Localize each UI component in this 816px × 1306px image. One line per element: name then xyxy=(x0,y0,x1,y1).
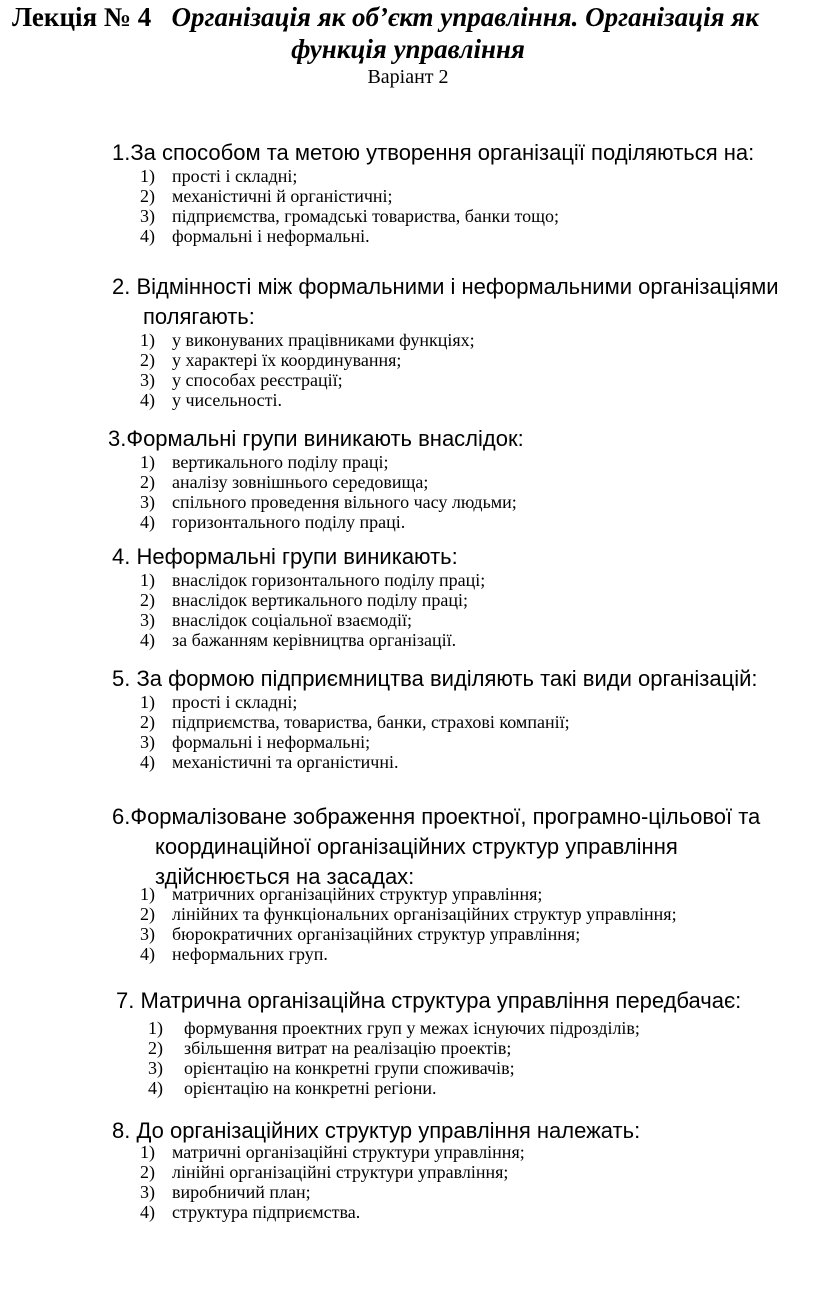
answer-option xyxy=(140,492,517,512)
option-number: 1) xyxy=(140,692,155,712)
option-number: 1) xyxy=(148,1018,163,1038)
option-number: 1) xyxy=(140,166,155,186)
answer-option xyxy=(140,1162,508,1182)
answer-option xyxy=(140,590,468,610)
answer-option xyxy=(140,390,282,410)
option-text: внаслідок вертикального поділу праці; xyxy=(172,590,469,610)
question-text: 2. Відмінності між формальними і неформальними організаціями xyxy=(112,274,779,299)
answer-option xyxy=(140,330,475,350)
option-text: аналізу зовнішнього середовища; xyxy=(172,472,429,492)
question-text: 1.За способом та метою утворення організації поділяються на: xyxy=(112,140,755,165)
lecture-title xyxy=(12,2,759,33)
option-text: у характері їх координування; xyxy=(172,350,402,370)
option-number: 2) xyxy=(148,1038,163,1058)
option-text: у виконуваних працівниками функціях; xyxy=(172,330,475,350)
question-text: координаційної організаційних структур управління xyxy=(155,834,678,859)
answer-option xyxy=(140,1142,525,1162)
option-text: лінійних та функціональних організаційних структур управління; xyxy=(172,904,677,924)
question-text: 7. Матрична організаційна структура управління передбачає: xyxy=(116,988,742,1013)
answer-option xyxy=(140,166,297,186)
option-number: 2) xyxy=(140,472,155,492)
question-text: здійснюється на засадах: xyxy=(155,864,415,889)
option-number: 1) xyxy=(140,330,155,350)
question-text: 3.Формальні групи виникають внаслідок: xyxy=(108,426,524,451)
answer-option xyxy=(148,1058,515,1078)
variant-label: Варіант 2 xyxy=(367,66,449,88)
option-text: прості і складні; xyxy=(172,692,298,712)
option-number: 3) xyxy=(140,610,155,630)
option-number: 3) xyxy=(140,924,155,944)
option-number: 2) xyxy=(140,590,155,610)
question-text: полягають: xyxy=(143,304,255,329)
option-number: 2) xyxy=(140,712,155,732)
option-text: за бажанням керівництва організації. xyxy=(172,630,457,650)
answer-option xyxy=(148,1038,511,1058)
option-text: механістичні й органістичні; xyxy=(172,186,393,206)
option-text: механістичні та органістичні. xyxy=(172,752,399,772)
option-number: 4) xyxy=(140,226,155,246)
answer-option xyxy=(140,904,677,924)
option-number: 4) xyxy=(140,752,155,772)
option-text: у чисельності. xyxy=(172,390,283,410)
answer-option xyxy=(140,472,428,492)
question-text: 5. За формою підприємництва виділяють такі види організацій: xyxy=(112,666,758,691)
answer-option xyxy=(140,712,570,732)
option-number: 3) xyxy=(140,370,155,390)
answer-option xyxy=(140,924,580,944)
lecture-topic-line1: Організація як об’єкт управління. Організація як xyxy=(171,2,759,32)
answer-option xyxy=(140,884,542,904)
option-text: формування проектних груп у межах існуючих підрозділів; xyxy=(184,1018,640,1038)
question-text: 6.Формалізоване зображення проектної, програмно-цільової та xyxy=(112,804,761,829)
option-text: структура підприємства. xyxy=(172,1202,361,1222)
option-number: 4) xyxy=(140,1202,155,1222)
answer-option xyxy=(140,944,328,964)
option-text: внаслідок соціальної взаємодії; xyxy=(172,610,412,630)
answer-option xyxy=(140,206,559,226)
answer-option xyxy=(140,752,398,772)
answer-option xyxy=(140,570,485,590)
lecture-number: Лекція № 4 xyxy=(12,2,152,32)
option-text: формальні і неформальні. xyxy=(172,226,370,246)
answer-option xyxy=(148,1078,436,1098)
option-text: формальні і неформальні; xyxy=(172,732,371,752)
option-number: 4) xyxy=(140,512,155,532)
answer-option xyxy=(140,692,297,712)
option-text: вертикального поділу праці; xyxy=(172,452,389,472)
answer-option xyxy=(140,610,412,630)
question-text: 8. До організаційних структур управління належать: xyxy=(112,1118,641,1143)
answer-option xyxy=(148,1018,640,1038)
option-number: 3) xyxy=(140,492,155,512)
option-text: прості і складні; xyxy=(172,166,298,186)
option-text: горизонтального поділу праці. xyxy=(172,512,406,532)
option-number: 2) xyxy=(140,350,155,370)
option-number: 1) xyxy=(140,884,155,904)
option-text: матричні організаційні структури управління; xyxy=(172,1142,525,1162)
question-text: 4. Неформальні групи виникають: xyxy=(112,544,458,569)
answer-option xyxy=(140,512,405,532)
option-text: у способах реєстрації; xyxy=(172,370,343,390)
answer-option xyxy=(140,1202,360,1222)
option-number: 2) xyxy=(140,186,155,206)
option-number: 4) xyxy=(140,390,155,410)
option-text: підприємства, товариства, банки, страхові компанії; xyxy=(172,712,570,732)
answer-option xyxy=(140,630,456,650)
option-text: внаслідок горизонтального поділу праці; xyxy=(172,570,486,590)
option-text: збільшення витрат на реалізацію проектів; xyxy=(184,1038,512,1058)
lecture-topic-line2: функція управління xyxy=(291,34,525,64)
answer-option xyxy=(140,226,370,246)
option-number: 3) xyxy=(140,732,155,752)
option-text: бюрократичних організаційних структур управління; xyxy=(172,924,581,944)
option-number: 1) xyxy=(140,1142,155,1162)
option-number: 2) xyxy=(140,904,155,924)
answer-option xyxy=(140,350,401,370)
answer-option xyxy=(140,1182,311,1202)
option-number: 1) xyxy=(140,570,155,590)
option-text: лінійні організаційні структури управління; xyxy=(172,1162,509,1182)
option-text: виробничий план; xyxy=(172,1182,311,1202)
answer-option xyxy=(140,370,343,390)
option-number: 4) xyxy=(140,630,155,650)
answer-option xyxy=(140,452,389,472)
answer-option xyxy=(140,732,370,752)
option-number: 3) xyxy=(148,1058,163,1078)
option-text: неформальних груп. xyxy=(172,944,328,964)
option-text: орієнтацію на конкретні групи споживачів; xyxy=(184,1058,515,1078)
option-text: спільного проведення вільного часу людьми; xyxy=(172,492,517,512)
option-number: 2) xyxy=(140,1162,155,1182)
option-number: 4) xyxy=(148,1078,163,1098)
option-number: 3) xyxy=(140,1182,155,1202)
answer-option xyxy=(140,186,393,206)
option-number: 3) xyxy=(140,206,155,226)
option-text: підприємства, громадські товариства, банки тощо; xyxy=(172,206,559,226)
option-number: 4) xyxy=(140,944,155,964)
option-text: орієнтацію на конкретні регіони. xyxy=(184,1078,437,1098)
option-text: матричних організаційних структур управління; xyxy=(172,884,543,904)
option-number: 1) xyxy=(140,452,155,472)
